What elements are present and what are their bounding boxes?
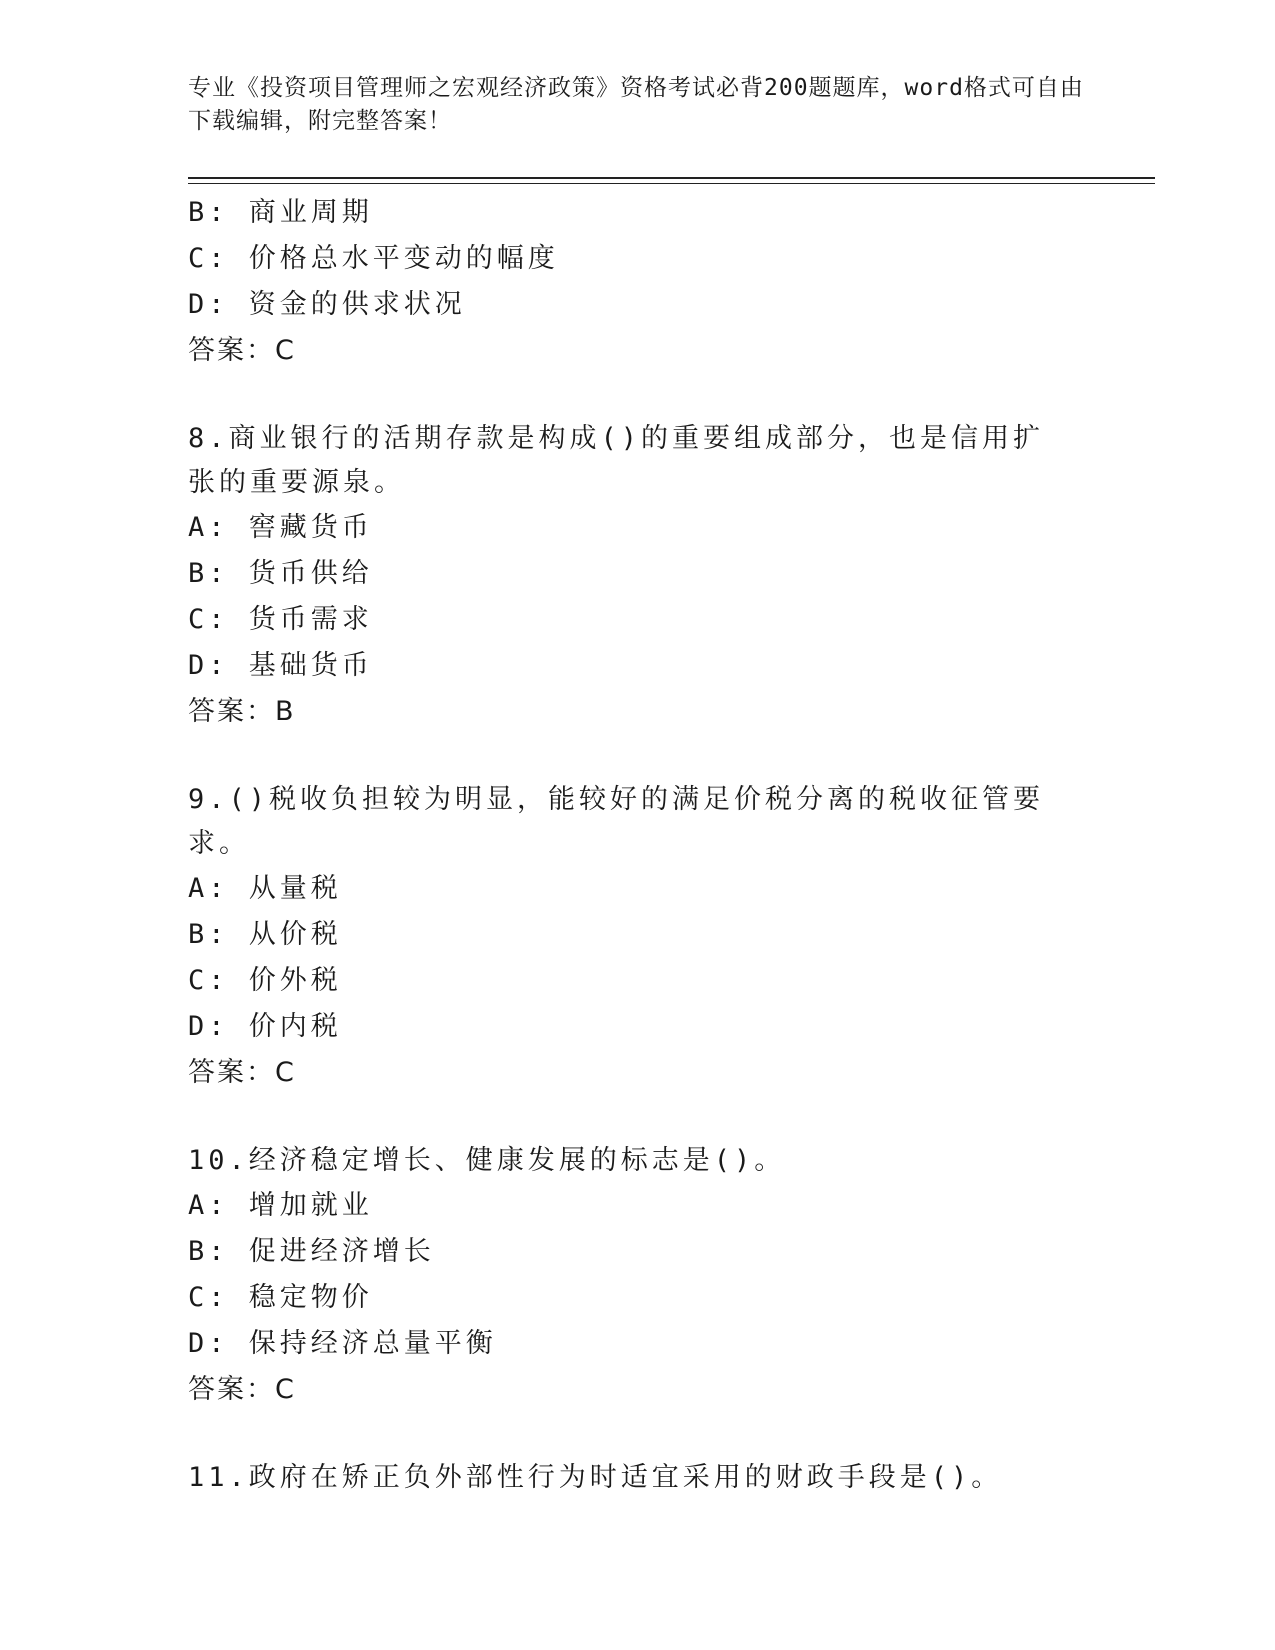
option-key: B	[188, 1236, 209, 1267]
option-c	[188, 597, 1155, 643]
question-text	[188, 778, 1068, 866]
header-divider-thick	[188, 177, 1155, 179]
answer-label: 答案：	[188, 1057, 275, 1088]
question-text	[188, 417, 1068, 505]
question-11	[188, 1456, 1155, 1500]
option-key: C	[188, 243, 209, 274]
question-text	[188, 1456, 1068, 1500]
question-number: 10.	[188, 1145, 249, 1176]
option-text: 价外税	[248, 965, 342, 996]
option-sep: :	[208, 197, 229, 228]
option-text: 货币需求	[248, 604, 373, 635]
option-text: 增加就业	[248, 1190, 373, 1221]
option-key: A	[188, 1190, 209, 1221]
spacer	[188, 1413, 1155, 1456]
option-text: 基础货币	[248, 650, 373, 681]
option-key: C	[188, 965, 209, 996]
question-10	[188, 1139, 1155, 1413]
option-d	[188, 282, 1155, 328]
option-c	[188, 236, 1155, 282]
option-c	[188, 958, 1155, 1004]
question-number: 11.	[188, 1462, 249, 1493]
question-body: 商业银行的活期存款是构成()的重要组成部分，也是信用扩张的重要源泉。	[188, 423, 1045, 498]
question-fragment	[188, 190, 1155, 374]
question-number: 9.	[188, 784, 229, 815]
option-d	[188, 643, 1155, 689]
option-d	[188, 1004, 1155, 1050]
option-text: 货币供给	[248, 558, 373, 589]
answer-label: 答案：	[188, 1374, 275, 1405]
option-text: 商业周期	[248, 197, 373, 228]
option-text: 保持经济总量平衡	[248, 1328, 497, 1359]
option-sep: :	[208, 1328, 229, 1359]
header-divider-thin	[188, 183, 1155, 184]
answer-value: C	[275, 1374, 296, 1405]
option-sep: :	[208, 650, 229, 681]
option-d	[188, 1321, 1155, 1367]
option-key: D	[188, 289, 209, 320]
option-b	[188, 1229, 1155, 1275]
answer-line	[188, 689, 1155, 735]
option-key: C	[188, 1282, 209, 1313]
option-c	[188, 1275, 1155, 1321]
answer-value: C	[275, 335, 296, 366]
option-sep: :	[208, 1011, 229, 1042]
option-key: A	[188, 873, 209, 904]
option-a	[188, 1183, 1155, 1229]
question-body: 经济稳定增长、健康发展的标志是()。	[248, 1145, 786, 1176]
option-sep: :	[208, 965, 229, 996]
option-sep: :	[208, 243, 229, 274]
option-sep: :	[208, 558, 229, 589]
option-key: B	[188, 558, 209, 589]
option-key: A	[188, 512, 209, 543]
option-sep: :	[208, 873, 229, 904]
page-header	[188, 72, 1088, 138]
answer-label: 答案：	[188, 335, 275, 366]
option-sep: :	[208, 1282, 229, 1313]
option-sep: :	[208, 1190, 229, 1221]
answer-value: C	[275, 1057, 296, 1088]
question-body: 政府在矫正负外部性行为时适宜采用的财政手段是()。	[248, 1462, 1003, 1493]
option-key: B	[188, 919, 209, 950]
option-b	[188, 551, 1155, 597]
option-sep: :	[208, 919, 229, 950]
option-text: 资金的供求状况	[248, 289, 466, 320]
option-key: B	[188, 197, 209, 228]
option-key: D	[188, 1011, 209, 1042]
question-body: ()税收负担较为明显，能较好的满足价税分离的税收征管要求。	[188, 784, 1045, 859]
spacer	[188, 735, 1155, 778]
option-sep: :	[208, 512, 229, 543]
option-key: D	[188, 1328, 209, 1359]
option-text: 从价税	[248, 919, 342, 950]
answer-value: B	[275, 696, 296, 727]
question-list	[188, 190, 1155, 1500]
answer-label: 答案：	[188, 696, 275, 727]
spacer	[188, 374, 1155, 417]
question-9	[188, 778, 1155, 1096]
option-key: C	[188, 604, 209, 635]
question-8	[188, 417, 1155, 735]
answer-line	[188, 1367, 1155, 1413]
option-a	[188, 866, 1155, 912]
option-b	[188, 912, 1155, 958]
option-b	[188, 190, 1155, 236]
answer-line	[188, 1050, 1155, 1096]
option-text: 窖藏货币	[248, 512, 373, 543]
option-text: 稳定物价	[248, 1282, 373, 1313]
option-sep: :	[208, 1236, 229, 1267]
header-title: 专业《投资项目管理师之宏观经济政策》资格考试必背200题题库，word格式可自由下载编辑，附完整答案！	[188, 75, 1084, 134]
option-text: 促进经济增长	[248, 1236, 435, 1267]
answer-line	[188, 328, 1155, 374]
question-number: 8.	[188, 423, 229, 454]
option-key: D	[188, 650, 209, 681]
option-text: 价内税	[248, 1011, 342, 1042]
option-sep: :	[208, 289, 229, 320]
option-sep: :	[208, 604, 229, 635]
option-text: 价格总水平变动的幅度	[248, 243, 559, 274]
option-text: 从量税	[248, 873, 342, 904]
spacer	[188, 1096, 1155, 1139]
question-text	[188, 1139, 1068, 1183]
option-a	[188, 505, 1155, 551]
